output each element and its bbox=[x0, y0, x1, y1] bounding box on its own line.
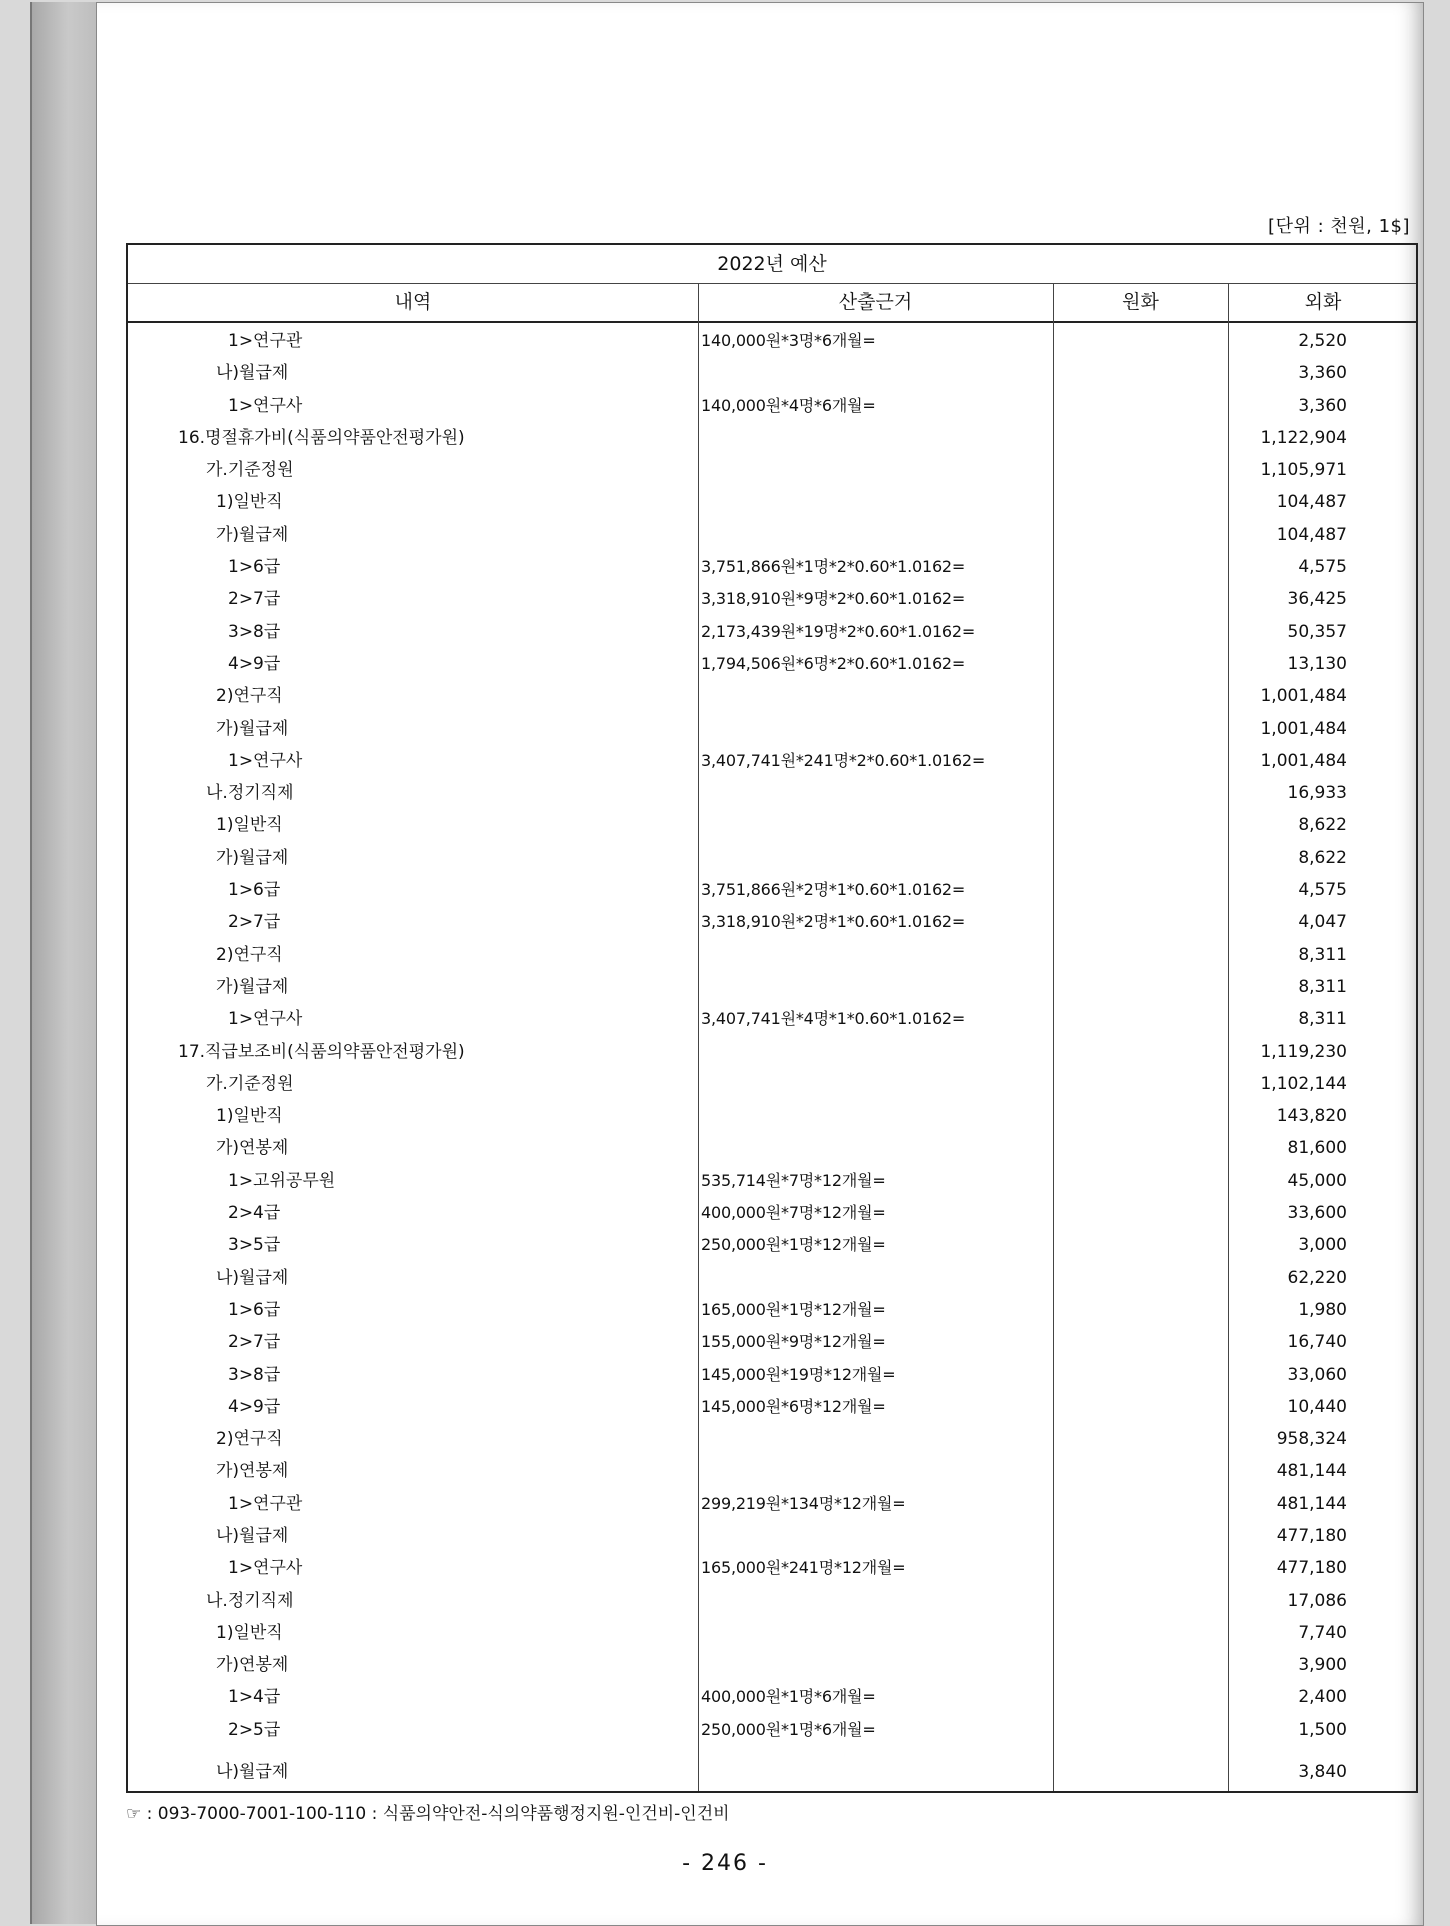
table-body bbox=[128, 325, 1416, 1788]
row-krw-amount: 481,144 bbox=[1276, 1461, 1347, 1482]
table-row bbox=[128, 1488, 1416, 1520]
row-krw-amount: 481,144 bbox=[1276, 1493, 1347, 1514]
table-row bbox=[128, 390, 1416, 422]
table-row bbox=[128, 1359, 1416, 1391]
row-calculation-basis: 535,714원*7명*12개월= bbox=[701, 1170, 886, 1190]
row-krw-amount: 143,820 bbox=[1276, 1106, 1347, 1127]
row-description: 4>9급 bbox=[228, 1396, 281, 1417]
row-description: 가.기준정원 bbox=[206, 1073, 294, 1094]
row-description: 2>5급 bbox=[228, 1719, 281, 1740]
row-krw-amount: 33,060 bbox=[1287, 1364, 1347, 1385]
header-krw: 원화 bbox=[1122, 291, 1159, 313]
row-description: 2>7급 bbox=[228, 912, 281, 933]
row-calculation-basis: 250,000원*1명*6개월= bbox=[701, 1719, 876, 1739]
table-row bbox=[128, 842, 1416, 874]
row-description: 1>연구사 bbox=[228, 750, 303, 771]
row-krw-amount: 8,622 bbox=[1298, 815, 1347, 836]
row-krw-amount: 2,400 bbox=[1298, 1687, 1347, 1708]
row-description: 2>7급 bbox=[228, 589, 281, 610]
table-row bbox=[128, 1100, 1416, 1132]
row-calculation-basis: 3,407,741원*4명*1*0.60*1.0162= bbox=[701, 1009, 966, 1029]
table-title: 2022년 예산 bbox=[128, 245, 1416, 284]
row-krw-amount: 36,425 bbox=[1287, 589, 1347, 610]
row-description: 1>연구관 bbox=[228, 331, 303, 351]
table-row bbox=[128, 745, 1416, 777]
header-foreign: 외화 bbox=[1304, 291, 1342, 313]
row-krw-amount: 16,933 bbox=[1287, 783, 1347, 804]
table-row bbox=[128, 1552, 1416, 1584]
table-row bbox=[128, 906, 1416, 938]
unit-label: [단위 : 천원, 1$] bbox=[1268, 216, 1410, 237]
row-description: 3>8급 bbox=[228, 621, 281, 642]
table-row bbox=[128, 616, 1416, 648]
row-krw-amount: 1,980 bbox=[1298, 1299, 1347, 1320]
row-krw-amount: 1,105,971 bbox=[1260, 460, 1347, 481]
table-row bbox=[128, 1229, 1416, 1261]
row-krw-amount: 1,102,144 bbox=[1260, 1073, 1347, 1094]
row-krw-amount: 104,487 bbox=[1276, 524, 1347, 545]
row-description: 3>5급 bbox=[228, 1235, 281, 1256]
table-row bbox=[128, 1068, 1416, 1100]
row-krw-amount: 8,311 bbox=[1298, 976, 1347, 997]
row-description: 가)월급제 bbox=[216, 976, 289, 997]
table-row bbox=[128, 1455, 1416, 1487]
row-calculation-basis: 145,000원*6명*12개월= bbox=[701, 1396, 886, 1416]
row-krw-amount: 1,001,484 bbox=[1260, 750, 1347, 771]
row-krw-amount: 17,086 bbox=[1287, 1590, 1347, 1611]
table-row bbox=[128, 1756, 1416, 1788]
row-krw-amount: 4,575 bbox=[1298, 880, 1347, 901]
row-calculation-basis: 165,000원*241명*12개월= bbox=[701, 1558, 906, 1578]
row-krw-amount: 62,220 bbox=[1287, 1267, 1347, 1288]
row-krw-amount: 104,487 bbox=[1276, 492, 1347, 513]
row-description: 1>6급 bbox=[228, 557, 281, 578]
row-description: 17.직급보조비(식품의약품안전평가원) bbox=[178, 1041, 465, 1062]
row-description: 나.정기직제 bbox=[206, 783, 294, 804]
row-krw-amount: 16,740 bbox=[1287, 1332, 1347, 1353]
row-description: 가)월급제 bbox=[216, 847, 289, 868]
row-description: 1)일반직 bbox=[216, 1106, 283, 1127]
row-description: 나.정기직제 bbox=[206, 1590, 294, 1611]
row-calculation-basis: 140,000원*3명*6개월= bbox=[701, 331, 876, 350]
table-row bbox=[128, 680, 1416, 712]
row-krw-amount: 3,360 bbox=[1298, 363, 1347, 384]
row-krw-amount: 958,324 bbox=[1276, 1429, 1347, 1450]
table-row bbox=[128, 325, 1416, 357]
header-basis: 산출근거 bbox=[838, 291, 913, 313]
row-calculation-basis: 1,794,506원*6명*2*0.60*1.0162= bbox=[701, 653, 966, 673]
row-calculation-basis: 3,751,866원*2명*1*0.60*1.0162= bbox=[701, 880, 966, 900]
budget-table bbox=[126, 243, 1418, 1793]
row-krw-amount: 45,000 bbox=[1287, 1170, 1347, 1191]
table-row bbox=[128, 1036, 1416, 1068]
table-row bbox=[128, 1423, 1416, 1455]
row-krw-amount: 8,311 bbox=[1298, 1009, 1347, 1030]
binder-spine bbox=[30, 2, 98, 1924]
table-row bbox=[128, 486, 1416, 518]
row-krw-amount: 3,360 bbox=[1298, 395, 1347, 416]
row-calculation-basis: 3,407,741원*241명*2*0.60*1.0162= bbox=[701, 750, 986, 770]
row-description: 1>연구관 bbox=[228, 1493, 303, 1514]
row-description: 1>연구사 bbox=[228, 1009, 303, 1030]
row-calculation-basis: 140,000원*4명*6개월= bbox=[701, 395, 876, 415]
row-krw-amount: 1,001,484 bbox=[1260, 718, 1347, 739]
row-krw-amount: 13,130 bbox=[1287, 653, 1347, 674]
row-krw-amount: 1,500 bbox=[1298, 1719, 1347, 1740]
row-description: 1)일반직 bbox=[216, 815, 283, 836]
row-calculation-basis: 3,318,910원*2명*1*0.60*1.0162= bbox=[701, 912, 966, 932]
row-description: 가)월급제 bbox=[216, 718, 289, 739]
row-description: 2>7급 bbox=[228, 1332, 281, 1353]
row-krw-amount: 7,740 bbox=[1298, 1622, 1347, 1643]
table-row bbox=[128, 1197, 1416, 1229]
table-row bbox=[128, 1585, 1416, 1617]
table-row bbox=[128, 1003, 1416, 1035]
row-krw-amount: 1,119,230 bbox=[1260, 1041, 1347, 1062]
table-row bbox=[128, 1326, 1416, 1358]
table-row bbox=[128, 809, 1416, 841]
table-row bbox=[128, 422, 1416, 454]
table-row bbox=[128, 583, 1416, 615]
table-row bbox=[128, 1681, 1416, 1713]
row-description: 가.기준정원 bbox=[206, 460, 294, 481]
row-krw-amount: 8,622 bbox=[1298, 847, 1347, 868]
table-row bbox=[128, 777, 1416, 809]
row-krw-amount: 477,180 bbox=[1276, 1558, 1347, 1579]
row-description: 1>연구사 bbox=[228, 1558, 303, 1579]
row-calculation-basis: 400,000원*1명*6개월= bbox=[701, 1687, 876, 1707]
table-row bbox=[128, 1294, 1416, 1326]
row-krw-amount: 1,122,904 bbox=[1260, 427, 1347, 448]
row-description: 가)연봉제 bbox=[216, 1461, 289, 1482]
row-description: 가)연봉제 bbox=[216, 1138, 289, 1159]
table-row bbox=[128, 1520, 1416, 1552]
table-row bbox=[128, 454, 1416, 486]
row-description: 가)월급제 bbox=[216, 524, 289, 545]
row-calculation-basis: 145,000원*19명*12개월= bbox=[701, 1364, 896, 1384]
row-calculation-basis: 250,000원*1명*12개월= bbox=[701, 1235, 886, 1255]
row-description: 1>6급 bbox=[228, 1299, 281, 1320]
table-row bbox=[128, 519, 1416, 551]
row-description: 1)일반직 bbox=[216, 1622, 283, 1643]
table-row bbox=[128, 971, 1416, 1003]
row-description: 가)연봉제 bbox=[216, 1655, 289, 1676]
table-header-row bbox=[128, 283, 1416, 323]
row-krw-amount: 477,180 bbox=[1276, 1525, 1347, 1546]
row-krw-amount: 4,575 bbox=[1298, 557, 1347, 578]
table-row bbox=[128, 1165, 1416, 1197]
row-krw-amount: 3,000 bbox=[1298, 1235, 1347, 1256]
table-row bbox=[128, 874, 1416, 906]
row-description: 3>8급 bbox=[228, 1364, 281, 1385]
row-description: 1>6급 bbox=[228, 880, 281, 901]
row-calculation-basis: 400,000원*7명*12개월= bbox=[701, 1203, 886, 1223]
account-code-footnote: ☞ : 093-7000-7001-100-110 : 식품의약안전-식의약품행정지원-인건비-인건비 bbox=[126, 1804, 730, 1824]
row-description: 2)연구직 bbox=[216, 686, 283, 707]
row-description: 나)월급제 bbox=[216, 1525, 289, 1546]
table-row bbox=[128, 357, 1416, 389]
table-row bbox=[128, 1649, 1416, 1681]
page-number: - 246 - bbox=[682, 1851, 768, 1876]
row-krw-amount: 50,357 bbox=[1287, 621, 1347, 642]
row-description: 나)월급제 bbox=[216, 1267, 289, 1288]
row-calculation-basis: 3,751,866원*1명*2*0.60*1.0162= bbox=[701, 557, 966, 577]
row-krw-amount: 4,047 bbox=[1298, 912, 1347, 933]
row-krw-amount: 3,840 bbox=[1298, 1762, 1347, 1783]
row-description: 2>4급 bbox=[228, 1203, 281, 1224]
row-description: 1>연구사 bbox=[228, 395, 303, 416]
table-row bbox=[128, 939, 1416, 971]
row-calculation-basis: 3,318,910원*9명*2*0.60*1.0162= bbox=[701, 589, 966, 609]
row-description: 1>고위공무원 bbox=[228, 1170, 336, 1191]
row-description: 4>9급 bbox=[228, 653, 281, 674]
row-description: 1)일반직 bbox=[216, 492, 283, 513]
table-row bbox=[128, 1617, 1416, 1649]
row-description: 1>4급 bbox=[228, 1687, 281, 1708]
row-krw-amount: 33,600 bbox=[1287, 1203, 1347, 1224]
table-row bbox=[128, 1262, 1416, 1294]
table-row bbox=[128, 648, 1416, 680]
row-description: 16.명절휴가비(식품의약품안전평가원) bbox=[178, 427, 465, 448]
row-krw-amount: 3,900 bbox=[1298, 1655, 1347, 1676]
row-calculation-basis: 165,000원*1명*12개월= bbox=[701, 1299, 886, 1319]
row-calculation-basis: 299,219원*134명*12개월= bbox=[701, 1493, 906, 1513]
row-calculation-basis: 155,000원*9명*12개월= bbox=[701, 1332, 886, 1352]
row-krw-amount: 10,440 bbox=[1287, 1396, 1347, 1417]
row-description: 2)연구직 bbox=[216, 944, 283, 965]
table-row bbox=[128, 713, 1416, 745]
row-krw-amount: 1,001,484 bbox=[1260, 686, 1347, 707]
table-row bbox=[128, 1714, 1416, 1746]
row-description: 나)월급제 bbox=[216, 363, 289, 384]
row-description: 나)월급제 bbox=[216, 1762, 289, 1783]
table-row bbox=[128, 551, 1416, 583]
table-row bbox=[128, 1132, 1416, 1164]
header-description: 내역 bbox=[394, 291, 432, 313]
table-row bbox=[128, 1391, 1416, 1423]
row-krw-amount: 8,311 bbox=[1298, 944, 1347, 965]
row-calculation-basis: 2,173,439원*19명*2*0.60*1.0162= bbox=[701, 621, 976, 641]
row-krw-amount: 81,600 bbox=[1287, 1138, 1347, 1159]
row-krw-amount: 2,520 bbox=[1298, 331, 1347, 351]
row-description: 2)연구직 bbox=[216, 1429, 283, 1450]
